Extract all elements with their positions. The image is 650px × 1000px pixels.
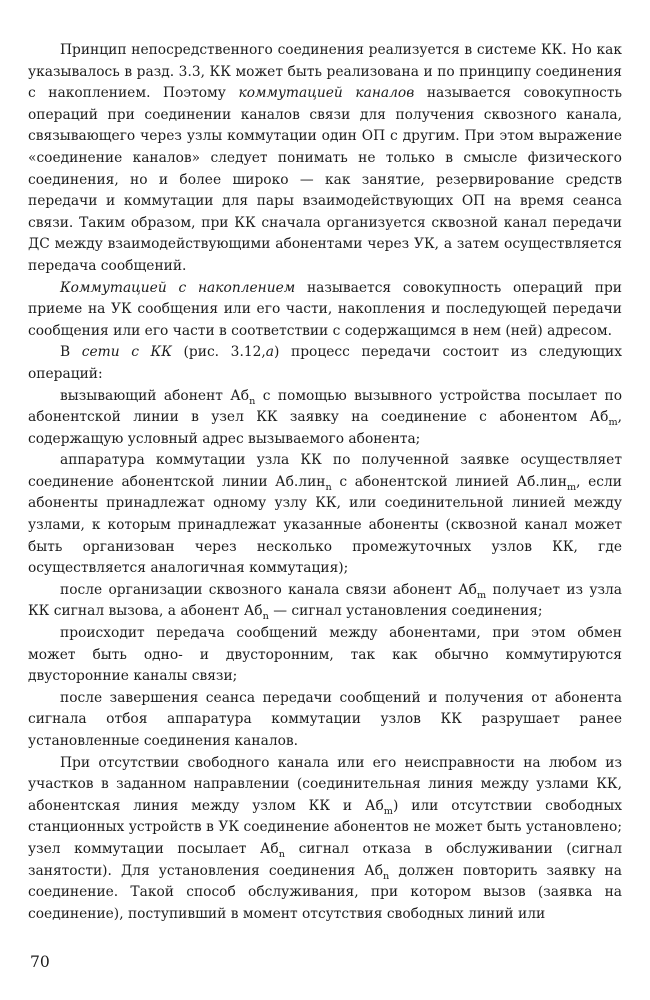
subscript: m [608,416,618,428]
text-run: ) процесс передачи состоит из следующих операций: [28,344,622,382]
paragraph [28,753,622,926]
paragraph [28,386,622,451]
page-number: 70 [30,953,50,971]
text-run: — сигнал установления соединения; [268,603,543,620]
subscript: n [262,611,269,623]
text-run: с абонентской линией Аб.лин [331,473,567,490]
paragraph [28,450,622,580]
paragraph [28,278,622,343]
paragraph [28,623,622,688]
text-run: ) или отсутствии свободных станционных устройств в УК соединение абонентов не может быть установлено; узел коммутации посылает Аб [28,797,622,857]
italic-term: Коммутацией с накоплением [60,279,296,296]
subscript: m [383,805,393,817]
text-run: аппаратура коммутации узла КК по полученной заявке осуществляет соединение абонентской линии Аб.лин [28,452,622,490]
subscript: n [383,870,390,882]
text-run: должен повторить заявку на соединение. Такой способ обслуживания, при котором вызов (заявка на соединение), поступивший в момент отсутствия свободных линий или [28,862,622,922]
text-run: происходит передача сообщений между абонентами, при этом обмен может быть одно- и двусторонним, так как обычно коммутируются двусторонние каналы связи; [28,625,622,685]
paragraph [28,40,622,278]
text-run: (рис. 3.12, [171,344,266,361]
text-run: , если абоненты принадлежат одному узлу КК, или соединительной линией между узлами, к которым принадлежат указанные абоненты (сквозной канал может быть организован через несколько промежуточных узлов КК, где осуществляется аналогичная коммутация); [28,473,622,577]
paragraph [28,688,622,753]
text-run: называется совокупность операций при соединении каналов связи для получения сквозного канала, связывающего через узлы коммутации один ОП с другим. При этом выражение «соединение каналов» следует понимать не только в смысле физического соединения, но и более широко — как занятие, резервирование средств передачи и коммутации для пары взаимодействующих ОП на время сеанса связи. Таким образом, при КК сначала организуется сквозной канал передачи ДС между взаимодействующими абонентами через УК, а затем осуществляется передача сообщений. [28,85,622,274]
text-run: после организации сквозного канала связи абонент Аб [60,581,477,598]
text-run: получает из узла КК сигнал вызова, а абонент Аб [28,581,622,620]
text-run: после завершения сеанса передачи сообщений и получения от абонента сигнала отбоя аппаратура коммутации узлов КК разрушает ранее установленные соединения каналов. [28,689,622,749]
paragraph [28,342,622,385]
subscript: m [477,589,487,601]
text-run: сигнал отказа в обслуживании (сигнал занятости). Для установления соединения Аб [28,840,623,879]
text-run: вызывающий абонент Аб [60,387,250,404]
italic-term: сети с КК [81,344,172,361]
text-run: называется совокупность операций при приеме на УК сообщения или его части, накопления и последующей передачи сообщения или его части в соответствии с содержащимся в нем (ней) адресом. [28,279,622,339]
text-run: с помощью вызывного устройства посылает по абонентской линии в узел КК заявку на соединение с абонентом Аб [28,387,623,426]
text-run: При отсутствии свободного канала или его неисправности на любом из участков в заданном направлении (соединительная линия между узлами КК, абонентская линия между узлом КК и Аб [28,754,622,814]
paragraph [28,580,622,623]
subscript: m [566,481,577,493]
text-run: , содержащую условный адрес вызываемого абонента; [28,409,622,447]
subscript: n [325,481,332,493]
italic-term: а [265,344,275,361]
text-run: Принцип непосредственного соединения реализуется в системе КК. Но как указывалось в разд. 3.3, КК может быть реализована и по принципу соединения с накоплением. Поэтому [28,42,622,102]
text-run: В [60,344,82,361]
subscript: n [278,848,285,860]
body-text [28,40,622,925]
subscript: n [249,395,256,407]
italic-term: коммутацией каналов [238,85,415,102]
